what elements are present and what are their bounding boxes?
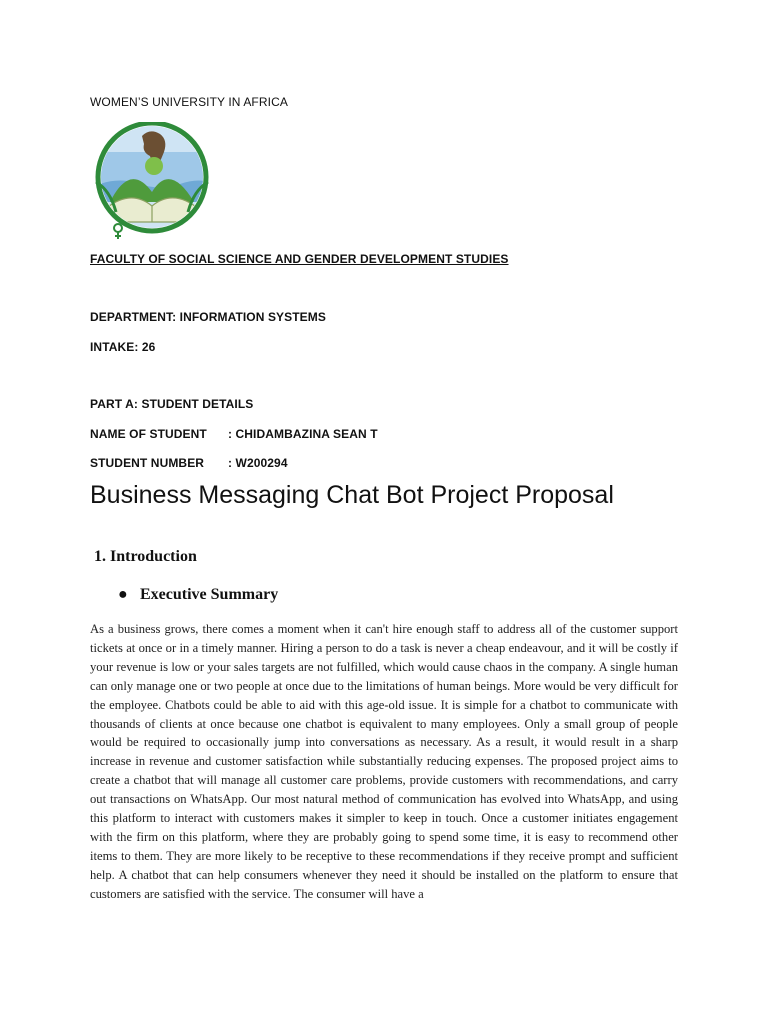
faculty-name: FACULTY OF SOCIAL SCIENCE AND GENDER DEVELOPMENT STUDIES (90, 252, 509, 266)
document-title: Business Messaging Chat Bot Project Proposal (90, 481, 614, 509)
student-name-label: NAME OF STUDENT (90, 427, 207, 441)
student-number-row (90, 456, 288, 470)
executive-summary-paragraph: As a business grows, there comes a moment when it can't hire enough staff to address all of the customer support tickets at once or in a timely manner. Hiring a person to do a task is never a cheap endeavour, and it will be costly if your revenue is low or your sales targets are not fulfilled, which would cause chaos in the company. A single human can only manage one or two people at once due to the limitations of human beings. More would be very difficult for the employee. Chatbots could be able to aid with this age-old issue. It is simple for a chatbot to communicate with thousands of clients at once because one chatbot is equivalent to many employees. Only a small group of people would be required to occasionally jump into conversations as necessary. As a result, it would result in a sharp increase in revenue and customer satisfaction while substantially reducing expenses. The proposed project aims to create a chatbot that will manage all customer care problems, provide customers with recommendations, and carry out transactions on WhatsApp. Our most natural method of communication has evolved into WhatsApp, and using this platform to interact with customers makes it simpler to keep in touch. Once a customer initiates engagement with the firm on this platform, where they are probably going to spend some time, it is easy to recommend other items to them. They are more likely to be receptive to these recommendations if they receive prompt and sufficient help. A chatbot that can help consumers whenever they need it should be installed on the platform to ensure that customers are satisfied with the service. The consumer will have a (90, 622, 678, 901)
subsection-heading-executive-summary (118, 586, 278, 604)
subsection-label: Executive Summary (140, 586, 279, 603)
student-details-heading: PART A: STUDENT DETAILS (90, 397, 254, 411)
university-seal-icon (90, 122, 212, 240)
bullet-icon: ● (118, 586, 128, 603)
student-number-value: : W200294 (228, 456, 288, 470)
intake: INTAKE: 26 (90, 340, 156, 354)
section-heading-introduction: 1. Introduction (94, 548, 197, 565)
student-name-value: : CHIDAMBAZINA SEAN T (228, 427, 378, 441)
student-number-label: STUDENT NUMBER (90, 456, 205, 470)
department: DEPARTMENT: INFORMATION SYSTEMS (90, 310, 326, 324)
university-name: WOMEN’S UNIVERSITY IN AFRICA (90, 95, 288, 109)
student-name-row (90, 427, 378, 441)
